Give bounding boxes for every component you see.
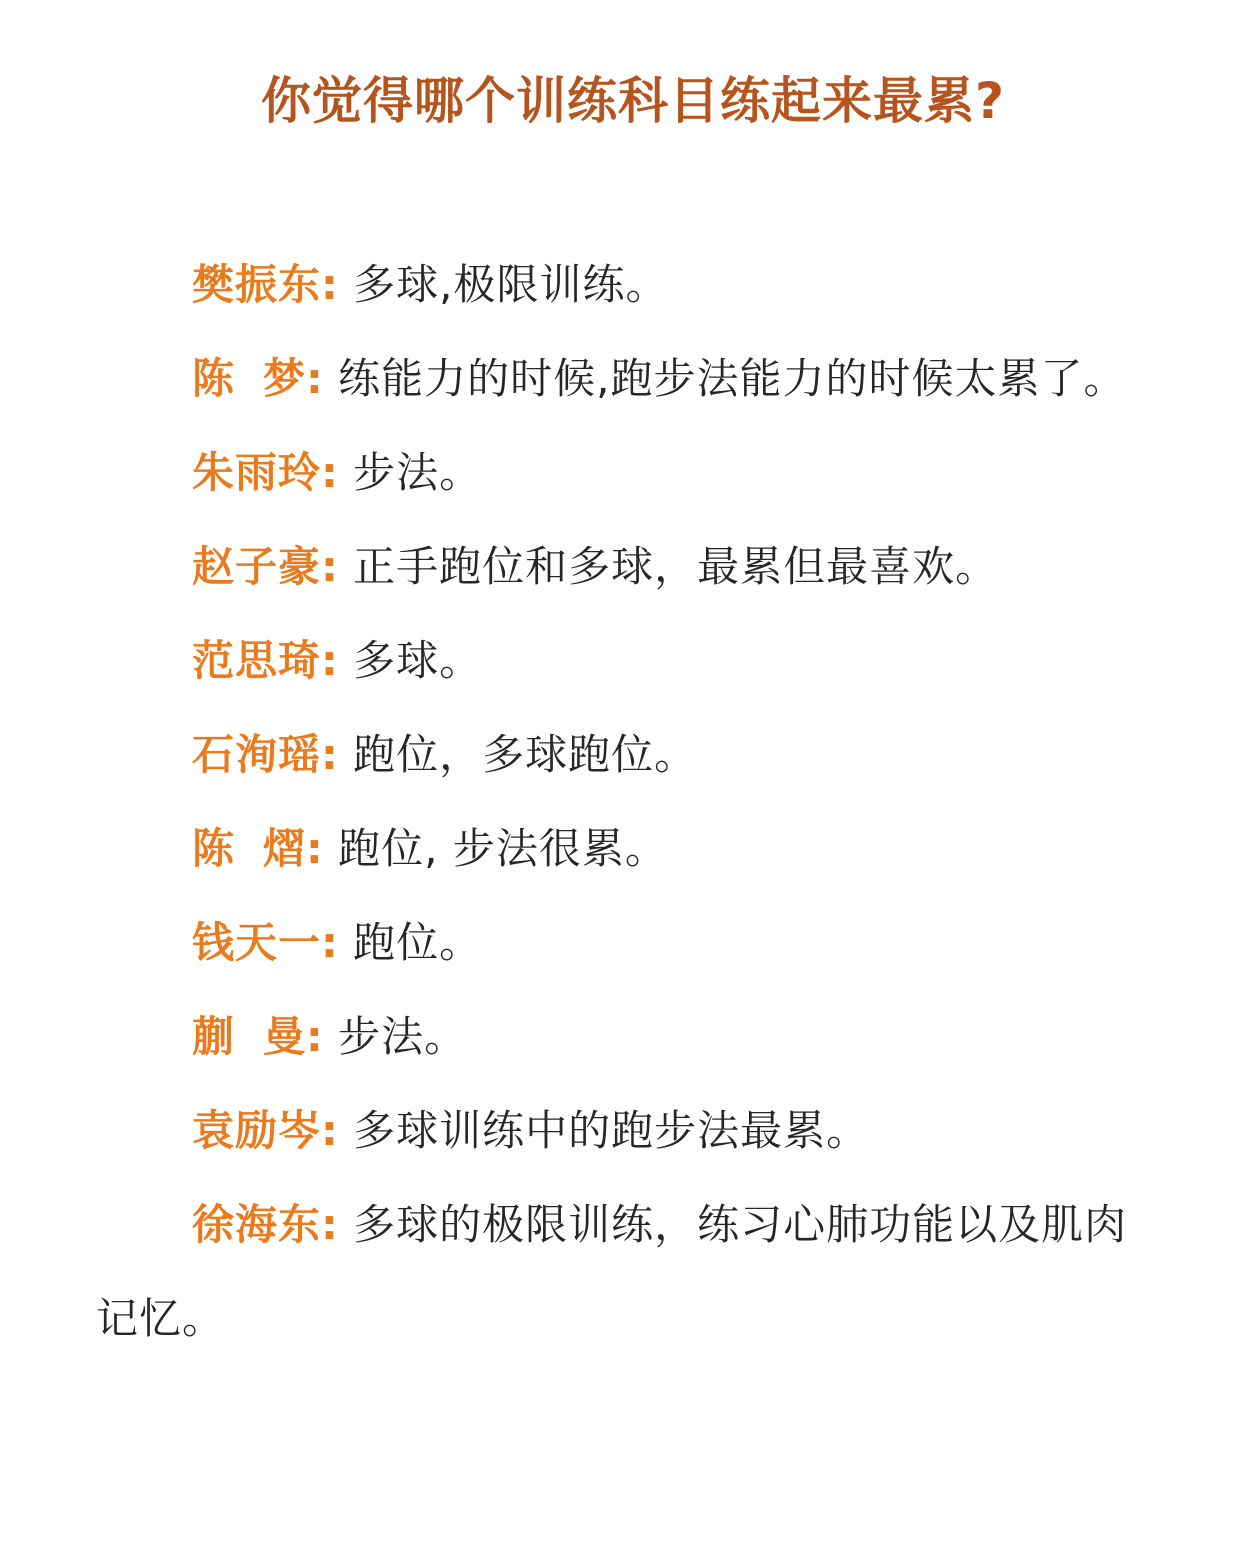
answer-text: 正手跑位和多球，最累但最喜欢。 bbox=[338, 542, 999, 591]
speaker-name-part: 曼 bbox=[263, 1012, 307, 1061]
answer-item bbox=[96, 896, 1170, 990]
answer-text: 练能力的时候,跑步法能力的时候太累了。 bbox=[323, 354, 1127, 403]
answer-item bbox=[96, 990, 1170, 1084]
speaker-colon: : bbox=[321, 730, 339, 779]
speaker-colon: : bbox=[321, 636, 339, 685]
answer-item bbox=[96, 614, 1170, 708]
speaker-colon: : bbox=[321, 448, 339, 497]
speaker-name-part: 樊振东 bbox=[192, 260, 322, 309]
answer-text: 多球的极限训练，练习心肺功能以及肌肉记忆。 bbox=[96, 1200, 1128, 1343]
answer-text: 步法。 bbox=[323, 1012, 468, 1061]
answer-text: 多球,极限训练。 bbox=[338, 260, 669, 309]
answer-text: 跑位，多球跑位。 bbox=[338, 730, 698, 779]
page-title: 你觉得哪个训练科目练起来最累? bbox=[260, 72, 1005, 130]
speaker-name-part: 蒯 bbox=[192, 1012, 236, 1061]
speaker-colon: : bbox=[321, 1106, 339, 1155]
speaker-name bbox=[192, 636, 339, 685]
speaker-name bbox=[192, 1200, 339, 1249]
speaker-name-part: 赵子豪 bbox=[192, 542, 322, 591]
speaker-name-part: 梦 bbox=[263, 354, 307, 403]
answer-item bbox=[96, 1084, 1170, 1178]
speaker-name bbox=[192, 1012, 324, 1061]
answer-text: 多球训练中的跑步法最累。 bbox=[338, 1106, 870, 1155]
speaker-name-part: 朱雨玲 bbox=[192, 448, 322, 497]
speaker-name bbox=[192, 1106, 339, 1155]
speaker-colon: : bbox=[321, 542, 339, 591]
answer-list bbox=[96, 238, 1170, 1366]
speaker-name bbox=[192, 260, 339, 309]
speaker-name bbox=[192, 448, 339, 497]
speaker-name bbox=[192, 354, 324, 403]
speaker-colon: : bbox=[321, 1200, 339, 1249]
answer-item bbox=[96, 426, 1170, 520]
speaker-name-part: 熠 bbox=[263, 824, 307, 873]
answer-text: 跑位, 步法很累。 bbox=[323, 824, 668, 873]
speaker-name bbox=[192, 542, 339, 591]
answer-item bbox=[96, 520, 1170, 614]
speaker-name-part: 钱天一 bbox=[192, 918, 322, 967]
answer-text: 跑位。 bbox=[338, 918, 483, 967]
answer-text: 步法。 bbox=[338, 448, 483, 497]
speaker-name-part: 徐海东 bbox=[192, 1200, 322, 1249]
speaker-name-part: 袁励岑 bbox=[192, 1106, 322, 1155]
answer-text: 多球。 bbox=[338, 636, 483, 685]
speaker-name-part: 石洵瑶 bbox=[192, 730, 322, 779]
speaker-name-part: 陈 bbox=[192, 824, 236, 873]
speaker-name bbox=[192, 918, 339, 967]
answer-item bbox=[96, 332, 1170, 426]
speaker-colon: : bbox=[321, 260, 339, 309]
answer-item bbox=[96, 1178, 1170, 1366]
speaker-name bbox=[192, 824, 324, 873]
speaker-name-part: 范思琦 bbox=[192, 636, 322, 685]
answer-item bbox=[96, 238, 1170, 332]
answer-item bbox=[96, 802, 1170, 896]
speaker-name-part: 陈 bbox=[192, 354, 236, 403]
speaker-colon: : bbox=[306, 1012, 324, 1061]
speaker-colon: : bbox=[306, 354, 324, 403]
speaker-colon: : bbox=[306, 824, 324, 873]
speaker-colon: : bbox=[321, 918, 339, 967]
speaker-name bbox=[192, 730, 339, 779]
answer-item bbox=[96, 708, 1170, 802]
